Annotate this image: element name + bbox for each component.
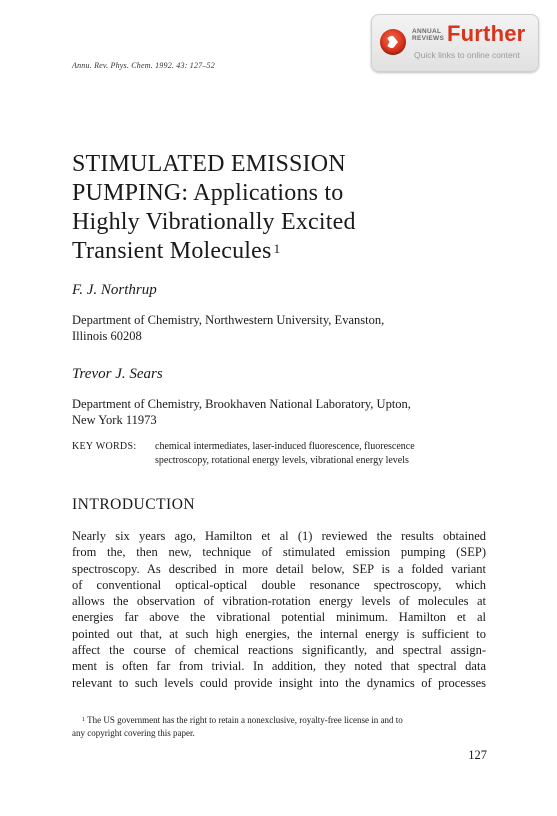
body-line: affect the course of chemical reactions significantly, and spectral assign- [72, 643, 486, 658]
keywords-line: spectroscopy, rotational energy levels, vibrational energy levels [155, 455, 409, 466]
section-heading: INTRODUCTION [72, 496, 196, 513]
body-line: ment is often far from trivial. In addition, they noted that spectral data [72, 659, 486, 674]
author-affiliation [72, 312, 492, 344]
journal-reference: Annu. Rev. Phys. Chem. 1992. 43: 127–52 [72, 61, 215, 70]
footnote-mark: 1 [82, 717, 85, 723]
further-badge[interactable] [371, 14, 539, 72]
further-label: Further [447, 21, 526, 46]
annual-label: ANNUAL [412, 28, 442, 35]
footnote-line [72, 714, 486, 727]
author-name: Trevor J. Sears [72, 366, 163, 382]
reviews-label: REVIEWS [412, 35, 445, 42]
body-line: relevant to such levels could provide insight into the dynamics of processes [72, 675, 486, 690]
body-line: from the, then new, technique of stimulated emission pumping (SEP) [72, 545, 486, 560]
keywords-line: chemical intermediates, laser-induced fluorescence, fluorescence [155, 441, 415, 452]
affiliation-line: Department of Chemistry, Northwestern University, Evanston, [72, 313, 385, 327]
author-name: F. J. Northrup [72, 282, 157, 298]
title-line: Highly Vibrationally Excited [72, 209, 356, 235]
title-line: PUMPING: Applications to [72, 180, 344, 206]
body-line: of conventional optical-optical double resonance spectroscopy, which [72, 577, 486, 592]
footnote-line-text: The US government has the right to retain a nonexclusive, royalty-free license in and to [87, 715, 403, 725]
body-line: pointed out that, at such high energies, the internal energy is sufficient to [72, 626, 486, 641]
annual-reviews-logo-icon [380, 29, 406, 55]
footnote-line: any copyright covering this paper. [72, 728, 195, 738]
article-title [72, 150, 432, 266]
title-line-text: Transient Molecules [72, 238, 272, 264]
further-tagline: Quick links to online content [414, 50, 520, 60]
title-line [72, 237, 432, 266]
page-number: 127 [468, 748, 487, 762]
body-line: allows the observation of vibration-rotation energy levels of molecules at [72, 594, 486, 609]
title-line: STIMULATED EMISSION [72, 151, 346, 177]
affiliation-line: New York 11973 [72, 413, 157, 427]
title-footnote-mark[interactable]: 1 [273, 241, 281, 256]
body-line: spectroscopy. As described in more detail below, SEP is a folded variant [72, 561, 486, 576]
affiliation-line: Illinois 60208 [72, 329, 142, 343]
footnote [72, 714, 486, 740]
body-paragraph [72, 528, 486, 691]
affiliation-line: Department of Chemistry, Brookhaven National Laboratory, Upton, [72, 397, 411, 411]
body-line: Nearly six years ago, Hamilton et al (1) reviewed the results obtained [72, 529, 486, 543]
keywords-list [155, 440, 485, 468]
annual-reviews-wordmark [412, 28, 444, 42]
body-line: energies far above the vibrational potential minimum. Hamilton et al [72, 610, 486, 625]
keywords-label: KEY WORDS: [72, 441, 137, 452]
author-affiliation [72, 396, 492, 428]
